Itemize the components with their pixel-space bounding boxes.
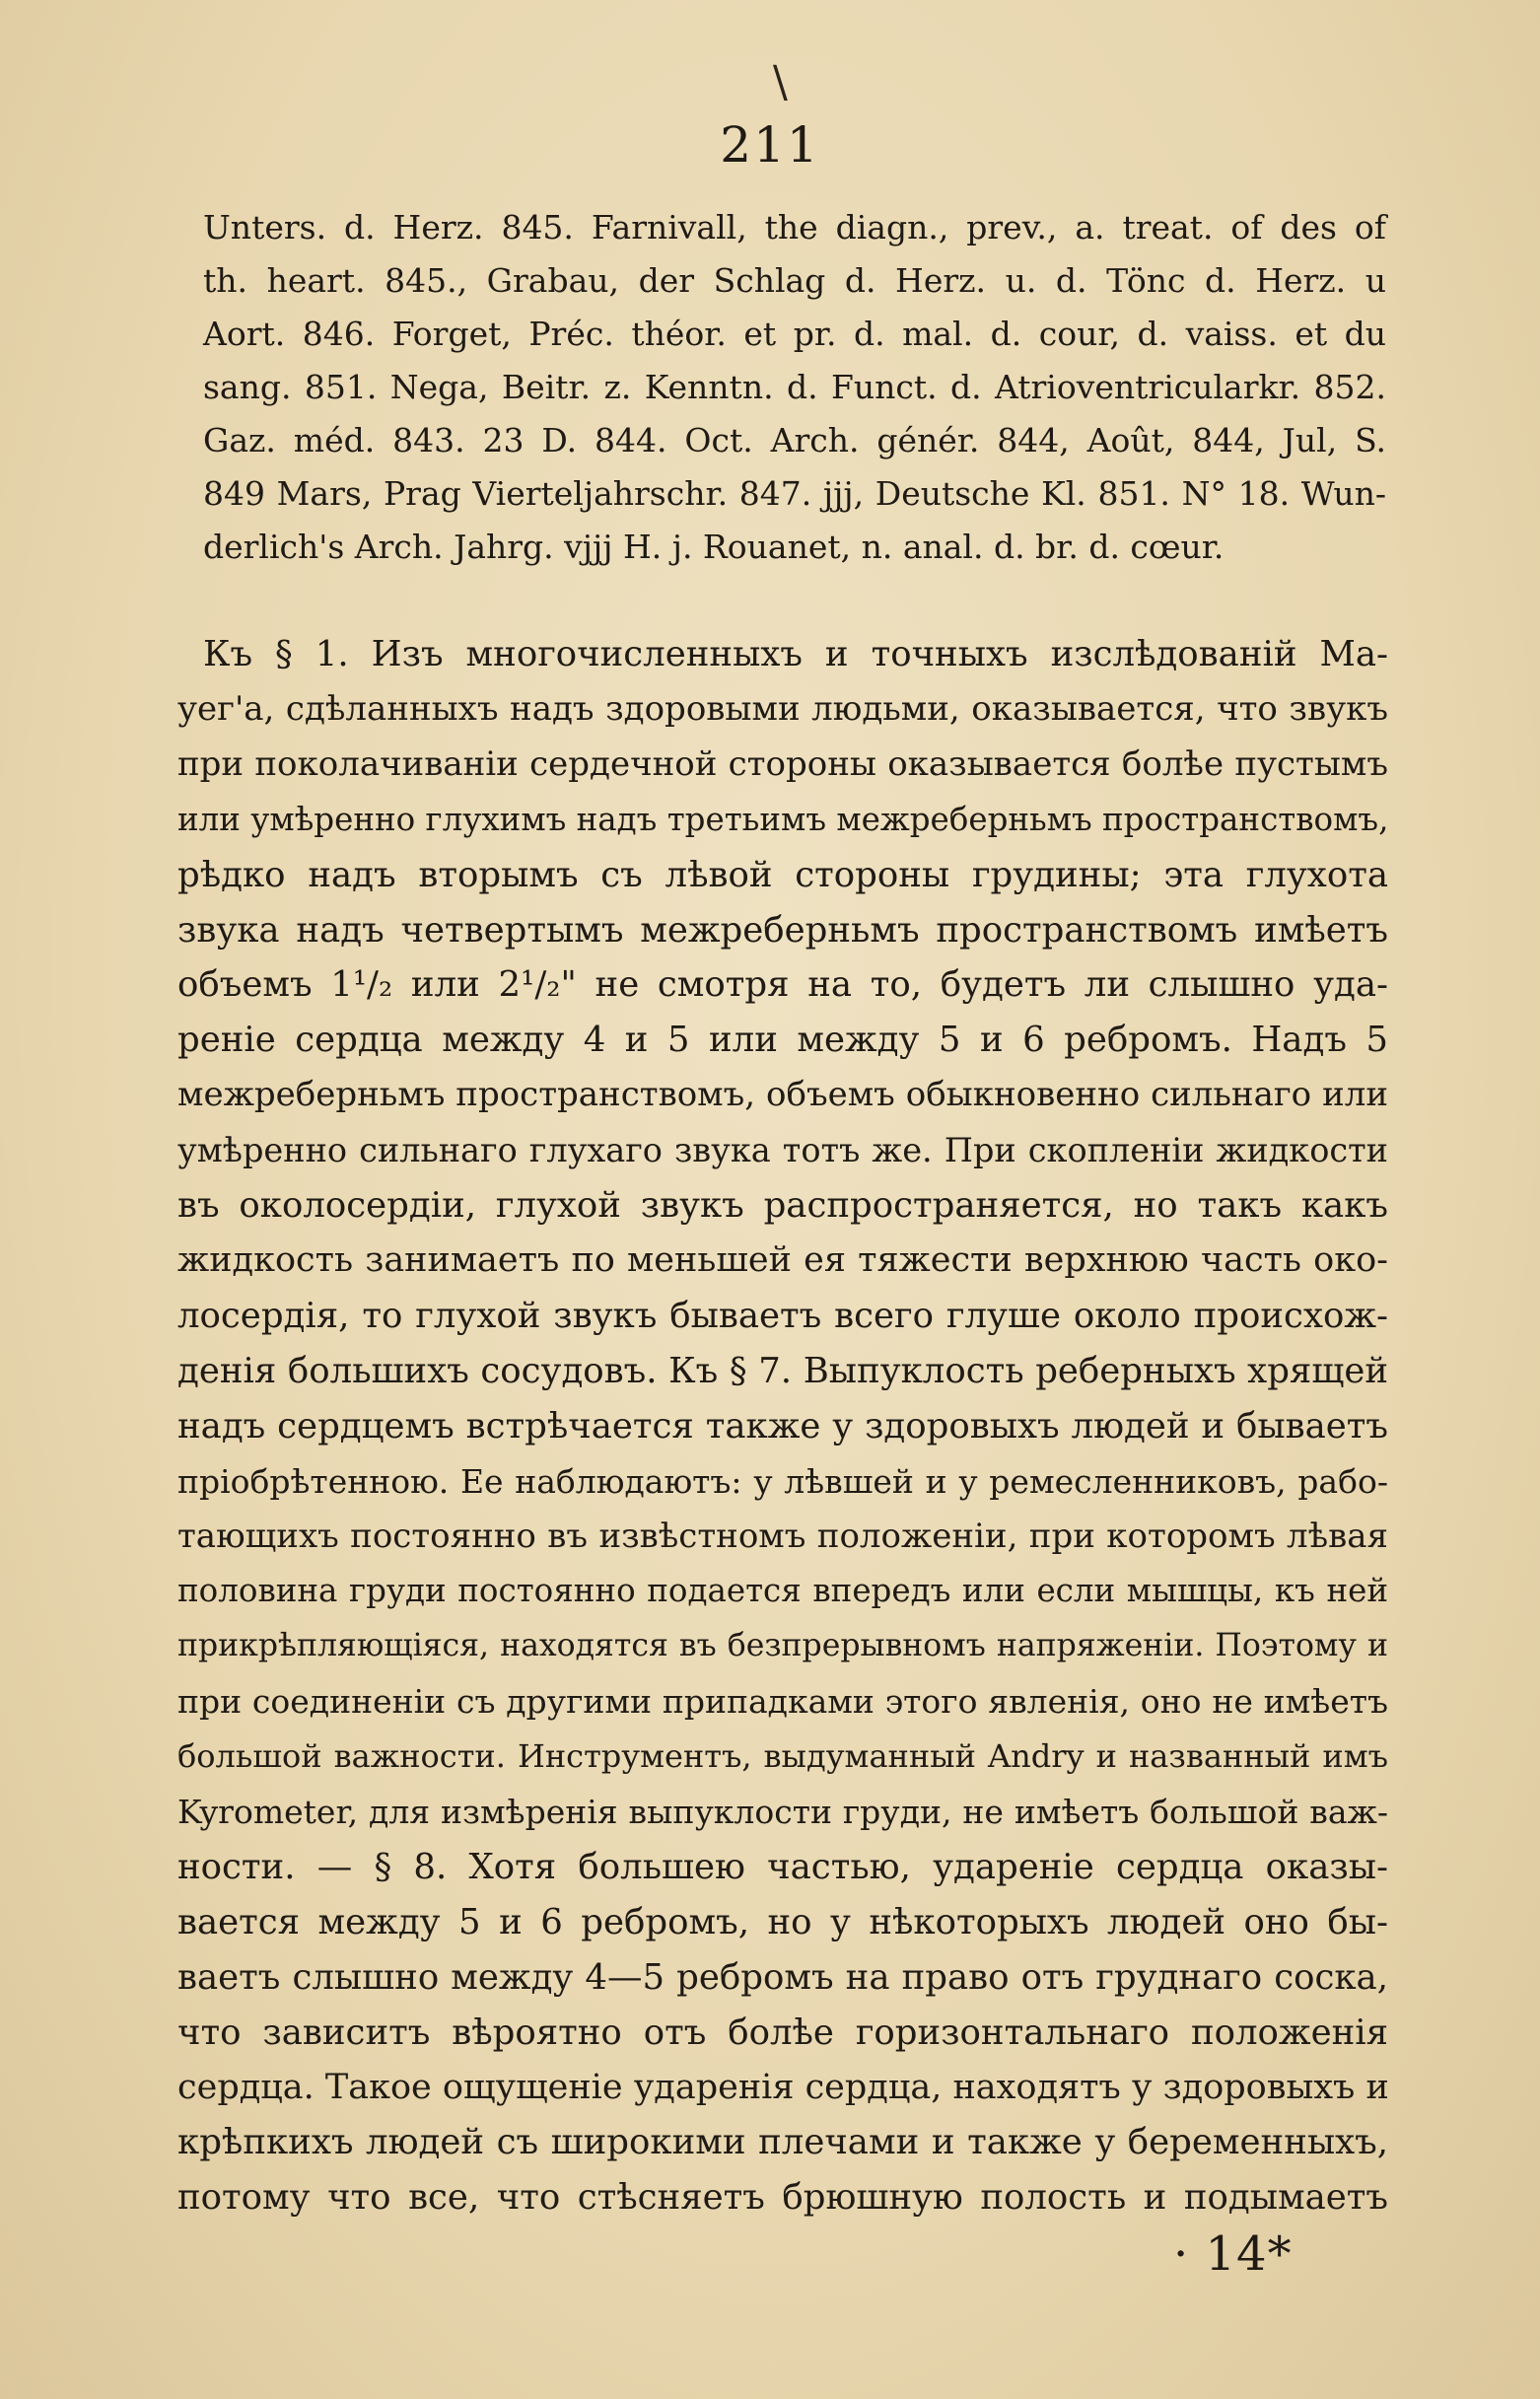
- body-line: рѣдко надъ вторымъ съ лѣвой стороны грудины; эта глухота: [177, 854, 1388, 895]
- body-line: лосердія, то глухой звукъ бываетъ всего глуше около происхож-: [177, 1295, 1388, 1336]
- body-line: Kyrometer, для измѣренія выпуклости груди, не имѣетъ большой важ-: [177, 1793, 1388, 1832]
- body-line: потому что все, что стѣсняетъ брюшную полость и подымаетъ: [177, 2177, 1388, 2219]
- references-block: [203, 201, 1386, 574]
- body-line: надъ сердцемъ встрѣчается также у здоровыхъ людей и бываетъ: [177, 1405, 1388, 1446]
- reference-line: sang. 851. Nega, Beitr. z. Kenntn. d. Funct. d. Atrioventricularkr. 852.: [203, 368, 1386, 406]
- reference-line: Unters. d. Herz. 845. Farnivall, the diagn., prev., a. treat. of des of: [203, 208, 1386, 247]
- body-line: пріобрѣтенною. Ее наблюдаютъ: у лѣвшей и у ремесленниковъ, рабо-: [177, 1461, 1388, 1501]
- corner-mark: \: [773, 57, 788, 107]
- body-line: жидкость занимаетъ по меньшей ея тяжести верхнюю часть око-: [177, 1239, 1388, 1280]
- body-line: тающихъ постоянно въ извѣстномъ положеніи, при которомъ лѣвая: [177, 1516, 1388, 1556]
- body-line: звука надъ четвертымъ межреберньмъ пространствомъ имѣетъ: [177, 909, 1388, 951]
- body-line: или умѣренно глухимъ надъ третьимъ межреберньмъ пространствомъ,: [177, 800, 1389, 838]
- body-line: крѣпкихъ людей съ широкими плечами и также у беременныхъ,: [177, 2122, 1388, 2163]
- body-line: вается между 5 и 6 ребромъ, но у нѣкоторыхъ людей оно бы-: [177, 1901, 1388, 1942]
- page-number: 211: [720, 116, 820, 174]
- signature-mark: · 14*: [1173, 2226, 1293, 2282]
- body-line: сердца. Такое ощущеніе ударенія сердца, находятъ у здоровыхъ и: [177, 2067, 1389, 2107]
- body-paragraph: [177, 627, 1388, 2225]
- body-line: умѣренно сильнаго глухаго звука тотъ же. При скопленіи жидкости: [177, 1131, 1388, 1170]
- body-line: прикрѣпляющіяся, находятся въ безпрерывномъ напряженіи. Поэтому и: [177, 1628, 1388, 1664]
- body-line: денія большихъ сосудовъ. Къ § 7. Выпуклость реберныхъ хрящей: [177, 1350, 1388, 1391]
- body-line: объемъ 1¹/₂ или 2¹/₂" не смотря на то, будетъ ли слышно уда-: [177, 964, 1388, 1006]
- body-line: Къ § 1. Изъ многочисленныхъ и точныхъ изслѣдованій Ма-: [203, 634, 1388, 674]
- body-line: реніе сердца между 4 и 5 или между 5 и 6 ребромъ. Надъ 5: [177, 1020, 1388, 1061]
- body-line: при поколачиваніи сердечной стороны оказывается болѣе пустымъ: [177, 743, 1388, 784]
- body-line: при соединеніи съ другими припадками этого явленія, оно не имѣетъ: [177, 1682, 1388, 1722]
- body-line: большой важности. Инструментъ, выдуманный Andry и названный имъ: [177, 1737, 1388, 1776]
- reference-line: th. heart. 845., Grabau, der Schlag d. Herz. u. d. Tönc d. Herz. u: [203, 261, 1386, 300]
- body-line: межреберньмъ пространствомъ, объемъ обыкновенно сильнаго или: [177, 1075, 1388, 1115]
- reference-line: Aort. 846. Forget, Préc. théor. et pr. d. mal. d. cour, d. vaiss. et du: [203, 315, 1386, 353]
- reference-line: derlich's Arch. Jahrg. vjjj H. j. Rouanet, n. anal. d. br. d. cœur.: [203, 528, 1225, 566]
- body-line: ваетъ слышно между 4—5 ребромъ на право отъ груднаго соска,: [177, 1956, 1388, 1998]
- body-line: въ околосердіи, глухой звукъ распространяется, но такъ какъ: [177, 1185, 1388, 1227]
- body-line: половина груди постоянно подается впередъ или если мышцы, къ ней: [177, 1572, 1388, 1610]
- body-line: ности. — § 8. Хотя большею частью, удареніе сердца оказы-: [177, 1846, 1388, 1887]
- reference-line: 849 Mars, Prag Vierteljahrschr. 847. jjj, Deutsche Kl. 851. N° 18. Wun-: [203, 474, 1386, 513]
- body-line: что зависитъ вѣроятно отъ болѣе горизонтальнаго положенія: [177, 2011, 1388, 2053]
- body-line: уег'а, сдѣланныхъ надъ здоровыми людьми, оказывается, что звукъ: [177, 688, 1388, 729]
- reference-line: Gaz. méd. 843. 23 D. 844. Oct. Arch. génér. 844, Août, 844, Jul, S.: [203, 421, 1386, 459]
